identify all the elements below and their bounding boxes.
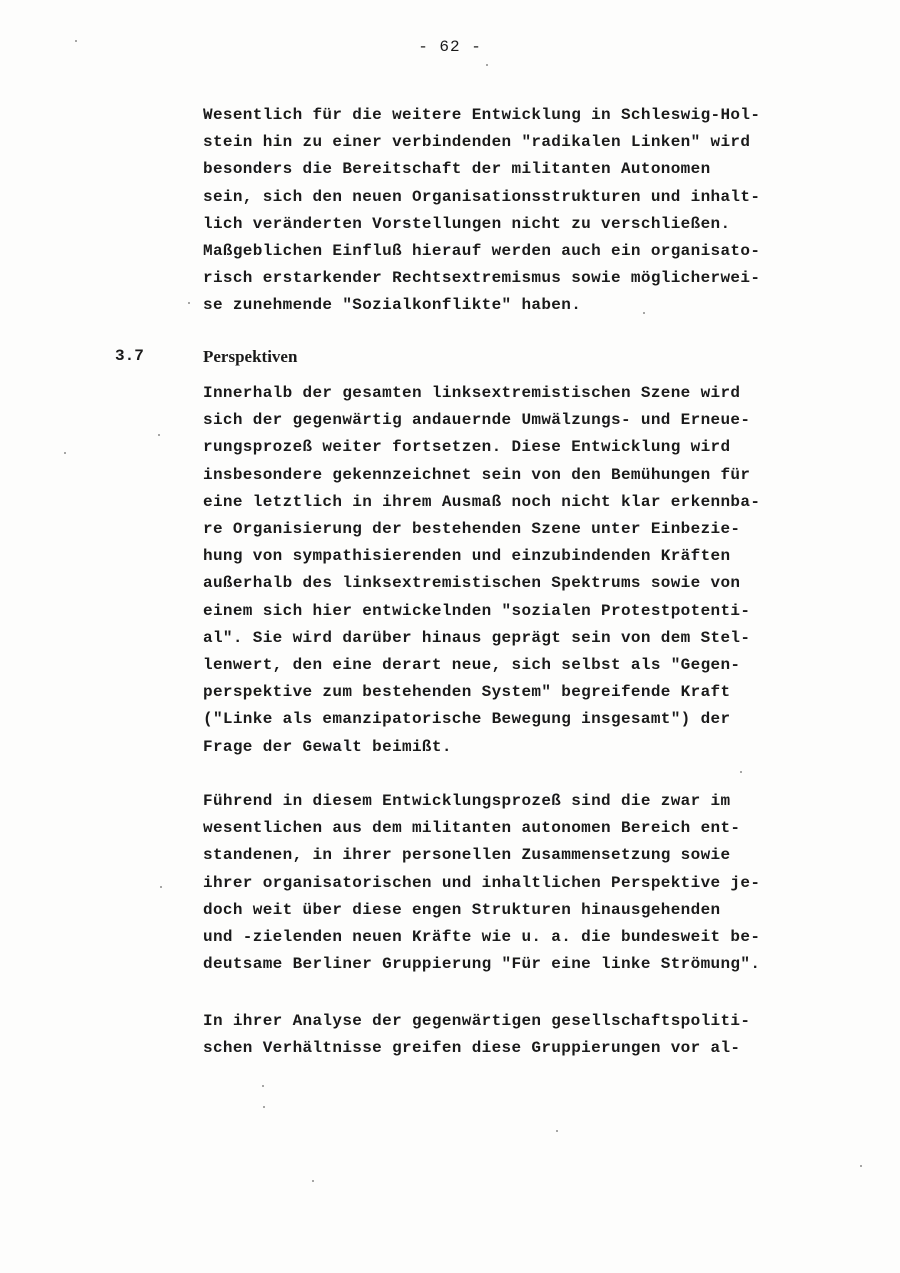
text-line: hung von sympathisierenden und einzubindenden Kräften [203,547,731,566]
text-line: lenwert, den eine derart neue, sich selbst als "Gegen- [203,656,741,675]
scan-speck [263,1106,265,1108]
scan-speck [262,1085,264,1087]
paragraph-4 [203,1008,823,1062]
scan-speck [556,1130,558,1132]
text-line: wesentlichen aus dem militanten autonomen Bereich ent- [203,819,741,838]
section-number: 3.7 [115,347,144,365]
text-line: eine letztlich in ihrem Ausmaß noch nicht klar erkennba- [203,492,761,511]
text-line: stein hin zu einer verbindenden "radikalen Linken" wird [203,133,751,152]
text-line: Innerhalb der gesamten linksextremistischen Szene wird [203,384,741,402]
text-line: insbesondere gekennzeichnet sein von den Bemühungen für [203,465,751,484]
scan-speck [860,1165,862,1167]
text-line: Frage der Gewalt beimißt. [203,737,452,756]
scan-speck [158,434,160,436]
text-line: In ihrer Analyse der gegenwärtigen gesellschaftspoliti- [203,1012,751,1030]
text-line: lich veränderten Vorstellungen nicht zu verschließen. [203,214,731,233]
text-line: re Organisierung der bestehenden Szene unter Einbezie- [203,520,741,539]
text-line: al". Sie wird darüber hinaus geprägt sein von dem Stel- [203,628,751,647]
text-line: schen Verhältnisse greifen diese Gruppierungen vor al- [203,1039,741,1058]
text-line: und -zielenden neuen Kräfte wie u. a. die bundesweit be- [203,928,761,947]
text-line: doch weit über diese engen Strukturen hinausgehenden [203,900,721,919]
paragraph-1 [203,102,823,320]
text-line: sein, sich den neuen Organisationsstrukturen und inhalt- [203,187,761,206]
scan-speck [643,312,645,314]
text-line: risch erstarkender Rechtsextremismus sowie möglicherwei- [203,269,761,288]
text-line: standenen, in ihrer personellen Zusammensetzung sowie [203,846,731,865]
scan-speck [188,302,190,304]
text-line: perspektive zum bestehenden System" begreifende Kraft [203,683,731,702]
paragraph-2 [203,380,823,761]
scan-speck [740,771,742,773]
scan-speck [160,886,162,888]
scan-speck [75,40,77,42]
text-line: außerhalb des linksextremistischen Spektrums sowie von [203,574,741,593]
text-line: Maßgeblichen Einfluß hierauf werden auch ein organisato- [203,242,761,261]
page-number: - 62 - [418,38,482,56]
scan-speck [64,452,66,454]
text-line: sich der gegenwärtig andauernde Umwälzungs- und Erneue- [203,411,751,430]
text-line: besonders die Bereitschaft der militanten Autonomen [203,160,711,179]
text-line: se zunehmende "Sozialkonflikte" haben. [203,296,582,315]
scan-speck [486,64,488,66]
text-line: einem sich hier entwickelnden "sozialen Protestpotenti- [203,601,751,620]
text-line: deutsame Berliner Gruppierung "Für eine linke Strömung". [203,955,761,974]
text-line: ("Linke als emanzipatorische Bewegung insgesamt") der [203,710,731,729]
text-line: rungsprozeß weiter fortsetzen. Diese Entwicklung wird [203,438,731,457]
section-heading: Perspektiven [203,347,298,366]
scan-speck [312,1180,314,1182]
text-line: Wesentlich für die weitere Entwicklung in Schleswig-Hol- [203,106,761,124]
text-line: Führend in diesem Entwicklungsprozeß sind die zwar im [203,792,731,810]
text-line: ihrer organisatorischen und inhaltlichen Perspektive je- [203,873,761,892]
paragraph-3 [203,788,823,978]
